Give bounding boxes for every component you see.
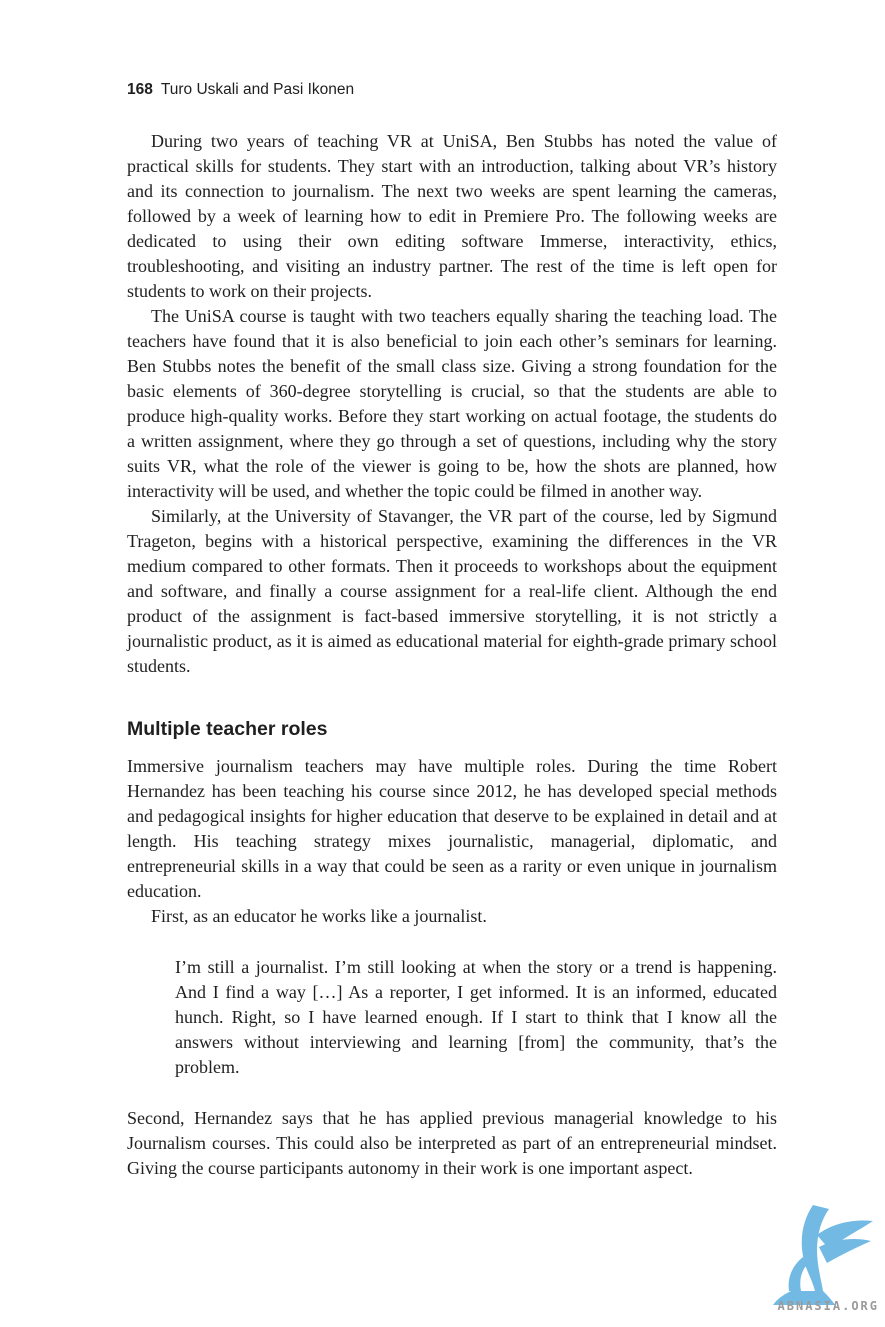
quote-text: I’m still a journalist. I’m still looking at when the story or a trend is happening. And I find a way […] As a reporter, I get informed. It is an informed, educated hunch. Right, so I have learned enough. If I start to think that I know all the answers without interviewing and learning [from] the community, that’s the problem. bbox=[175, 957, 777, 1077]
running-head bbox=[127, 78, 777, 102]
paragraph: First, as an educator he works like a journalist. bbox=[151, 906, 487, 926]
running-head-authors: Turo Uskali and Pasi Ikonen bbox=[160, 81, 355, 98]
paragraph: Immersive journalism teachers may have multiple roles. During the time Robert Hernandez has been teaching his course since 2012, he has developed special methods and pedagogical insights for higher education that deserve to be explained in detail and at length. His teaching strategy mixes journalistic, managerial, diplomatic, and entrepreneurial skills in a way that could be seen as a rarity or even unique in journalism education. bbox=[127, 756, 777, 901]
block-quote bbox=[175, 955, 777, 1080]
section-heading: Multiple teacher roles bbox=[127, 718, 328, 740]
body-text bbox=[127, 129, 777, 1181]
page-content bbox=[127, 78, 777, 1181]
page-number: 168 bbox=[127, 81, 153, 98]
paragraph: Second, Hernandez says that he has applied previous managerial knowledge to his Journalism courses. This could also be interpreted as part of an entrepreneurial mindset. Giving the course participants autonomy in their work is one important aspect. bbox=[127, 1108, 777, 1178]
paragraph: The UniSA course is taught with two teachers equally sharing the teaching load. The teachers have found that it is also beneficial to join each other’s seminars for learning. Ben Stubbs notes the benefit of the small class size. Giving a strong foundation for the basic elements of 360-degree storytelling is crucial, so that the students are able to produce high-quality works. Before they start working on actual footage, the students do a written assignment, where they go through a set of questions, including why the story suits VR, what the role of the viewer is going to be, how the shots are planned, how interactivity will be used, and whether the topic could be filmed in another way. bbox=[127, 306, 777, 501]
watermark-text: ABNASIA.ORG bbox=[777, 1299, 879, 1313]
paragraph: Similarly, at the University of Stavanger, the VR part of the course, led by Sigmund Trageton, begins with a historical perspective, examining the differences in the VR medium compared to other formats. Then it proceeds to workshops about the equipment and software, and finally a course assignment for a real-life client. Although the end product of the assignment is fact-based immersive storytelling, it is not strictly a journalistic product, as it is aimed as educational material for eighth-grade primary school students. bbox=[127, 506, 777, 676]
paragraph: During two years of teaching VR at UniSA, Ben Stubbs has noted the value of practical skills for students. They start with an introduction, talking about VR’s history and its connection to journalism. The next two weeks are spent learning the cameras, followed by a week of learning how to edit in Premiere Pro. The following weeks are dedicated to using their own editing software Immerse, interactivity, ethics, troubleshooting, and visiting an industry partner. The rest of the time is left open for students to work on their projects. bbox=[127, 131, 777, 301]
griffin-logo-icon bbox=[743, 1195, 883, 1315]
